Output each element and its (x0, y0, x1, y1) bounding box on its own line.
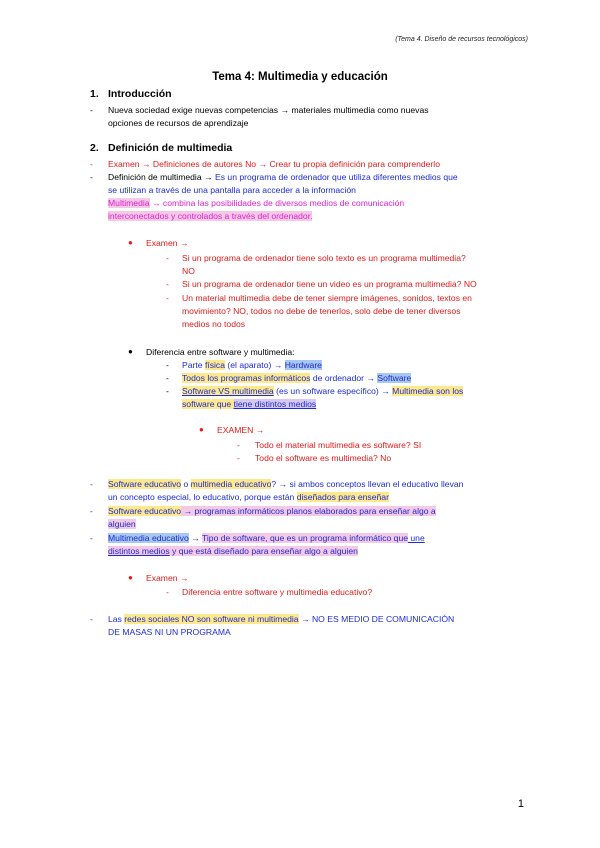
dash-bullet: - (90, 614, 93, 624)
section-heading-1 (90, 88, 172, 100)
dash-bullet: - (166, 587, 169, 597)
dash-bullet: - (237, 440, 240, 450)
multimedia-text: → combina las posibilidades de diversos medios de comunicación (149, 198, 405, 208)
definition-line-1 (108, 171, 528, 183)
edu-l5-d: une (408, 533, 425, 543)
definition-line-2: se utilizan a través de una pantalla para acceder a la información (108, 185, 356, 195)
dot-bullet: ● (128, 347, 133, 356)
exam1-q3-line3: medios no todos (182, 319, 246, 329)
edu-l6-b: y que está diseñado para enseñar algo a alguien (169, 546, 358, 556)
exam1-q3-line2: movimiento? NO, todos no debe de tenerlos, solo debe de tener diversos (182, 306, 461, 316)
edu-multimedia-educativo: multimedia educativo (190, 479, 272, 489)
dash-bullet: - (166, 386, 169, 396)
edu-line-5 (108, 532, 528, 544)
redes-c: → NO ES MEDIO DE COMUNICACIÓN (298, 614, 455, 624)
diff-b-end: Software (377, 373, 412, 383)
header-note: (Tema 4. Diseño de recursos tecnológicos) (395, 36, 528, 43)
exam1-q2: Si un programa de ordenador tiene un video es un programa multimedia? NO (182, 279, 477, 289)
diff-a-mid: (el aparato) → (225, 360, 285, 370)
edu-line-1 (108, 478, 528, 490)
edu-software-educativo: Software educativo (108, 479, 182, 489)
section-heading-2 (90, 142, 232, 154)
edu-disenados: diseñados para enseñar (296, 492, 389, 502)
redes-b: redes sociales NO son software ni multimedia (124, 614, 299, 624)
redes-line-1 (108, 613, 528, 625)
difference-vs-line1 (182, 385, 528, 397)
difference-hardware (182, 359, 322, 371)
dash-bullet: - (166, 253, 169, 263)
dash-bullet: - (90, 159, 93, 169)
diff-c-highlight: Software VS multimedia (182, 386, 274, 396)
page-number: 1 (517, 798, 524, 810)
page-title: Tema 4: Multimedia y educación (212, 71, 388, 83)
definition-lead: Definición de multimedia → (108, 172, 215, 182)
dash-bullet: - (90, 172, 93, 182)
intro-line-2: opciones de recursos de aprendizaje (108, 118, 249, 128)
definition-text: Es un programa de ordenador que utiliza diferentes medios que (215, 172, 458, 182)
multimedia-text-2: interconectados y controlados a través del ordenador. (108, 211, 313, 221)
section-label: Introducción (108, 88, 172, 100)
exam2-q1: Todo el material multimedia es software? SI (255, 440, 422, 450)
edu-line-6 (108, 545, 358, 557)
edu-l1-d: ? → si ambos conceptos llevan el educativo llevan (271, 479, 464, 489)
difference-software (182, 372, 411, 384)
edu-l3-b: → programas informáticos planos elaborados para enseñar algo a (181, 506, 436, 516)
edu-l5-c: Tipo de software, que es un programa informático que (201, 533, 408, 543)
exam3-label: Examen → (146, 573, 189, 583)
difference-vs-line2 (182, 398, 316, 410)
intro-line-1: Nueva sociedad exige nuevas competencias → materiales multimedia como nuevas (108, 105, 429, 115)
dash-bullet: - (166, 360, 169, 370)
dot-bullet: ● (128, 573, 133, 582)
edu-l3-a: Software educativo (108, 506, 182, 516)
edu-l4: alguien (108, 519, 136, 529)
multimedia-line-1 (108, 197, 528, 209)
diff-c-end: Multimedia son los (392, 386, 464, 396)
dot-bullet: ● (199, 425, 204, 434)
edu-l2-a: un concepto especial, lo educativo, porque están (108, 492, 297, 502)
edu-l6-a: distintos medios (108, 546, 170, 556)
edu-l1-b: o (181, 479, 191, 489)
exam1-q1-line2: NO (182, 266, 195, 276)
dash-bullet: - (237, 453, 240, 463)
section-number: 2. (90, 142, 99, 154)
section-number: 1. (90, 88, 99, 100)
dash-bullet: - (90, 105, 93, 115)
exam3-q1: Diferencia entre software y multimedia educativo? (182, 587, 373, 597)
diff-c2-lead: software que (182, 399, 234, 409)
dash-bullet: - (90, 506, 93, 516)
exam1-q3-line1: Un material multimedia debe de tener siempre imágenes, sonidos, textos en (182, 293, 472, 303)
dash-bullet: - (166, 373, 169, 383)
edu-l5-a: Multimedia educativo (108, 533, 189, 543)
diff-a-end: Hardware (284, 360, 322, 370)
diff-c-mid: (es un software específico) → (273, 386, 393, 396)
multimedia-line-2 (108, 210, 312, 222)
exam1-q1-line1: Si un programa de ordenador tiene solo texto es un programa multimedia? (182, 253, 466, 263)
dash-bullet: - (166, 293, 169, 303)
multimedia-word: Multimedia (108, 198, 150, 208)
dot-bullet: ● (128, 238, 133, 247)
exam-definitions-line: Examen → Definiciones de autores No → Crear tu propia definición para comprenderlo (108, 159, 440, 169)
diff-b-mid: de ordenador → (310, 373, 378, 383)
diff-a-lead: Parte (182, 360, 205, 370)
diff-b-highlight: Todos los programas informáticos (182, 373, 311, 383)
dash-bullet: - (90, 479, 93, 489)
redes-a: Las (108, 614, 125, 624)
diff-a-highlight: física (204, 360, 225, 370)
edu-l5-b: → (188, 533, 202, 543)
edu-line-4 (108, 518, 136, 530)
difference-label: Diferencia entre software y multimedia: (146, 347, 295, 357)
section-label: Definición de multimedia (108, 142, 233, 154)
edu-line-3 (108, 505, 528, 517)
diff-c2-highlight: tiene distintos medios (233, 399, 317, 409)
dash-bullet: - (166, 279, 169, 289)
exam2-q2: Todo el software es multimedia? No (255, 453, 392, 463)
dash-bullet: - (90, 533, 93, 543)
redes-line-2: DE MASAS NI UN PROGRAMA (108, 627, 231, 637)
edu-line-2 (108, 491, 389, 503)
exam-label: Examen → (146, 238, 189, 248)
exam2-label: EXAMEN → (217, 425, 265, 435)
